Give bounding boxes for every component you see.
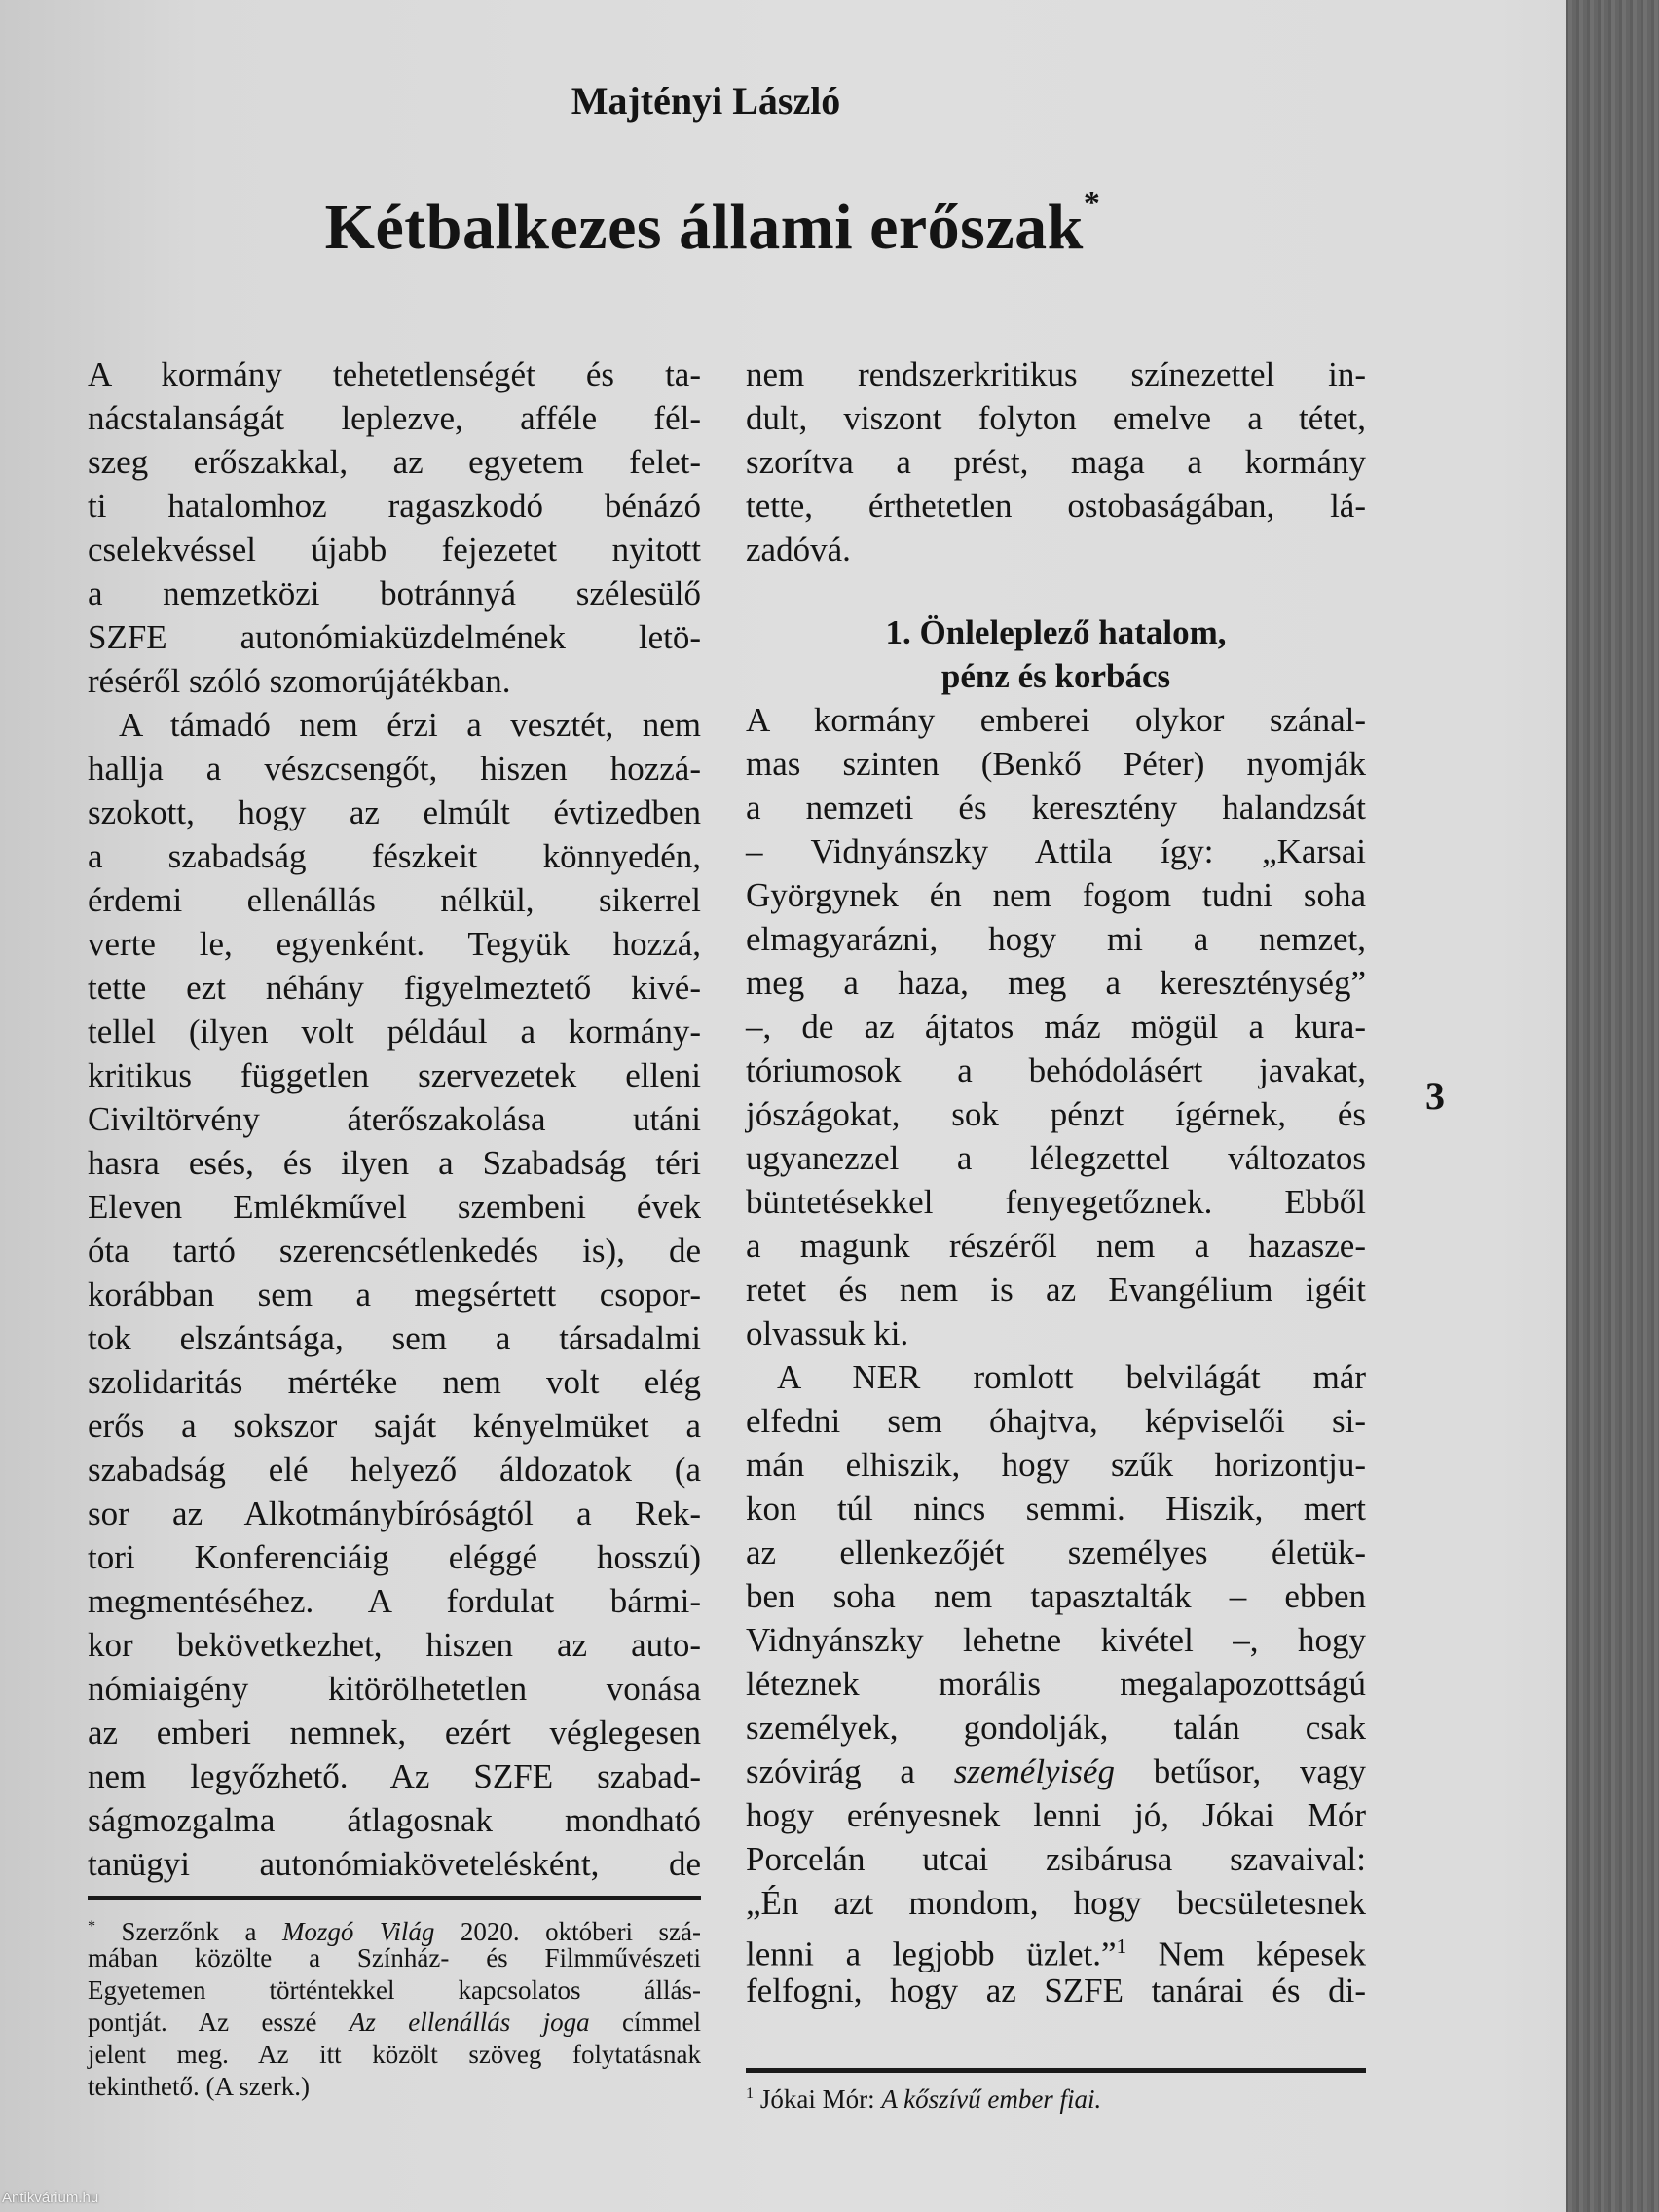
text-segment: szóvirág a <box>746 1752 954 1790</box>
text-line <box>746 1925 1366 1973</box>
text-segment: Györgynek én nem fogom tudni soha <box>746 876 1366 914</box>
text-segment: elfedni sem óhajtva, képviselői si- <box>746 1402 1366 1440</box>
text-line <box>88 484 701 528</box>
text-segment: SZFE autonómiaküzdelmének letö- <box>88 618 701 656</box>
text-segment: büntetésekkel fenyegetőznek. Ebből <box>746 1183 1366 1221</box>
text-segment: A támadó nem érzi a vesztét, nem <box>119 706 701 744</box>
footnote-marker: 1 <box>746 2084 755 2102</box>
text-line <box>746 484 1366 528</box>
text-segment: Civiltörvény áterőszakolása utáni <box>88 1100 701 1138</box>
italic-text: Az ellenállás joga <box>349 2008 590 2037</box>
text-segment: 2020. októberi szá- <box>434 1917 701 1946</box>
text-line <box>88 1754 701 1798</box>
text-segment: erős a sokszor saját kényelmüket a <box>88 1407 701 1445</box>
text-line <box>746 1136 1366 1180</box>
text-segment: a magunk részéről nem a hazasze- <box>746 1227 1366 1265</box>
italic-text: Mozgó Világ <box>281 1917 435 1946</box>
text-segment: az emberi nemnek, ezért véglegesen <box>88 1714 701 1751</box>
text-line <box>746 1881 1366 1925</box>
text-segment: retet és nem is az Evangélium igéit <box>746 1271 1366 1309</box>
text-segment: szeg erőszakkal, az egyetem felet- <box>88 443 701 481</box>
text-segment: szokott, hogy az elmúlt évtizedben <box>88 793 701 831</box>
text-segment: cselekvéssel újabb fejezetet nyitott <box>88 531 701 569</box>
text-line <box>746 1837 1366 1881</box>
text-line <box>88 1842 701 1886</box>
text-segment: szabadság elé helyező áldozatok (a <box>88 1451 701 1489</box>
italic-text: személyiség <box>953 1752 1115 1790</box>
text-segment: tóriumosok a behódolásért javakat, <box>746 1051 1366 1089</box>
text-line <box>88 1229 701 1272</box>
text-segment: nómiaigény kitörölhetetlen vonása <box>88 1670 701 1708</box>
text-segment: tanügyi autonómiakövetelésként, de <box>88 1845 701 1883</box>
text-line <box>88 1141 701 1185</box>
text-segment: Eleven Emlékművel szembeni évek <box>88 1188 701 1226</box>
text-segment: az ellenkezőjét személyes életük- <box>746 1533 1366 1571</box>
text-line <box>88 922 701 966</box>
text-segment: léteznek morális megalapozottságú <box>746 1665 1366 1703</box>
section-heading-line <box>746 654 1366 698</box>
text-line <box>746 873 1366 917</box>
text-segment: személyek, gondolják, talán csak <box>746 1709 1366 1747</box>
text-segment: réséről szóló szomorújátékban. <box>88 662 511 700</box>
text-segment: tette, érthetetlen ostobaságában, lá- <box>746 487 1366 525</box>
right-column <box>746 352 1366 2012</box>
text-line <box>88 1711 701 1754</box>
text-line <box>88 1272 701 1316</box>
text-segment: jelent meg. Az itt közölt szöveg folytatásnak <box>88 2040 701 2069</box>
text-line <box>88 1942 701 1974</box>
text-line <box>746 698 1366 742</box>
footnote-marker: 1 <box>1116 1935 1127 1958</box>
text-line <box>746 1049 1366 1092</box>
text-segment: A kormány emberei olykor szánal- <box>746 701 1366 739</box>
footnote-divider-right <box>746 2068 1366 2073</box>
text-segment: sor az Alkotmánybíróságtól a Rek- <box>88 1494 701 1532</box>
text-segment: Jókai Mór: <box>754 2084 882 2114</box>
text-line <box>746 1224 1366 1268</box>
text-line <box>88 2007 701 2039</box>
text-segment: ugyanezzel a lélegzettel változatos <box>746 1139 1366 1177</box>
text-segment: A kormány tehetetlenségét és ta- <box>88 355 701 393</box>
text-segment: hasra esés, és ilyen a Szabadság téri <box>88 1144 701 1182</box>
text-segment: nácstalanságát leplezve, afféle fél- <box>88 399 701 437</box>
text-segment: óta tartó szerencsétlenkedés is), de <box>88 1232 701 1270</box>
text-line <box>88 2039 701 2071</box>
text-segment: ben soha nem tapasztalták – ebben <box>746 1577 1366 1615</box>
text-segment: felfogni, hogy az SZFE tanárai és di- <box>746 1972 1366 2009</box>
text-segment: Vidnyánszky lehetne kivétel –, hogy <box>746 1621 1366 1659</box>
text-segment: verte le, egyenként. Tegyük hozzá, <box>88 925 701 963</box>
text-segment: Nem képesek <box>1126 1935 1366 1973</box>
text-line <box>746 1969 1366 2012</box>
text-segment: A NER romlott belvilágát már <box>777 1358 1366 1396</box>
text-segment: megmentéséhez. A fordulat bármi- <box>88 1582 701 1620</box>
text-line <box>88 834 701 878</box>
text-segment: – Vidnyánszky Attila így: „Karsai <box>746 832 1366 870</box>
text-line <box>746 352 1366 396</box>
text-line <box>746 1355 1366 1399</box>
text-line <box>746 1092 1366 1136</box>
text-segment: kon túl nincs semmi. Hiszik, mert <box>746 1490 1366 1528</box>
text-line <box>88 703 701 747</box>
text-segment: tette ezt néhány figyelmeztető kivé- <box>88 969 701 1007</box>
text-line <box>746 396 1366 440</box>
text-line <box>746 1399 1366 1443</box>
text-line <box>88 1097 701 1141</box>
text-segment: pontját. Az esszé <box>88 2008 350 2037</box>
text-segment: olvassuk ki. <box>746 1314 909 1352</box>
text-line <box>746 961 1366 1005</box>
text-segment: szorítva a prést, maga a kormány <box>746 443 1366 481</box>
text-segment: kritikus független szervezetek elleni <box>88 1056 701 1094</box>
section-heading-line <box>746 610 1366 654</box>
text-line <box>746 1574 1366 1618</box>
text-line <box>746 1618 1366 1662</box>
text-segment: mas szinten (Benkő Péter) nyomják <box>746 745 1366 783</box>
text-line <box>88 396 701 440</box>
text-line <box>746 1268 1366 1311</box>
text-segment: „Én azt mondom, hogy becsületesnek <box>746 1884 1366 1922</box>
text-line <box>88 615 701 659</box>
text-line <box>746 2078 1366 2114</box>
text-segment: mán elhiszik, hogy szűk horizontju- <box>746 1446 1366 1484</box>
text-segment: tekinthető. (A szerk.) <box>88 2072 310 2101</box>
text-line <box>88 1010 701 1053</box>
title-text: Kétbalkezes állami erőszak <box>324 192 1084 263</box>
text-line <box>88 791 701 834</box>
text-line <box>746 1662 1366 1706</box>
text-line <box>88 1448 701 1492</box>
text-line <box>88 1667 701 1711</box>
text-line <box>746 742 1366 786</box>
text-line <box>88 1492 701 1535</box>
text-line <box>88 1974 701 2007</box>
text-segment: jószágokat, sok pénzt ígérnek, és <box>746 1095 1366 1133</box>
text-line <box>746 1180 1366 1224</box>
text-segment: érdemi ellenállás nélkül, sikerrel <box>88 881 701 919</box>
text-segment: hallja a vészcsengőt, hiszen hozzá- <box>88 750 701 788</box>
text-segment: lenni a legjobb üzlet.” <box>746 1935 1117 1973</box>
text-segment: hogy erényesnek lenni jó, Jókai Mór <box>746 1796 1366 1834</box>
text-line <box>88 747 701 791</box>
left-column <box>88 352 701 1886</box>
text-line <box>746 1530 1366 1574</box>
text-line <box>88 878 701 922</box>
text-line <box>88 1535 701 1579</box>
text-segment: elmagyarázni, hogy mi a nemzet, <box>746 920 1366 958</box>
text-line <box>746 440 1366 484</box>
italic-text: A kőszívű ember fiai. <box>881 2084 1102 2114</box>
text-line <box>746 1793 1366 1837</box>
text-line <box>746 1487 1366 1530</box>
watermark: Antikvárium.hu <box>2 2190 99 2206</box>
text-segment: ságmozgalma átlagosnak mondható <box>88 1801 701 1839</box>
text-segment: Egyetemen történtekkel kapcsolatos állás- <box>88 1975 701 2005</box>
text-line <box>746 1005 1366 1049</box>
footnote-left <box>88 1910 701 2103</box>
text-line <box>88 659 701 703</box>
text-segment: betűsor, vagy <box>1114 1752 1367 1790</box>
page-number: 3 <box>1425 1074 1445 1118</box>
text-segment: –, de az ájtatos máz mögül a kura- <box>746 1008 1366 1046</box>
text-line <box>88 1185 701 1229</box>
text-segment: zadóvá. <box>746 531 851 569</box>
text-line <box>88 1579 701 1623</box>
text-line <box>88 2071 701 2103</box>
text-line <box>88 352 701 396</box>
text-segment: tori Konferenciáig eléggé hosszú) <box>88 1538 701 1576</box>
text-line <box>746 1443 1366 1487</box>
section-spacer <box>746 571 1366 610</box>
text-line <box>88 1798 701 1842</box>
text-line <box>746 528 1366 571</box>
text-line <box>88 440 701 484</box>
text-line <box>88 1404 701 1448</box>
text-line <box>88 1316 701 1360</box>
text-line <box>746 1750 1366 1793</box>
footnote-divider-left <box>88 1896 701 1900</box>
text-segment: szolidaritás mértéke nem volt elég <box>88 1363 701 1401</box>
text-segment: ti hatalomhoz ragaszkodó bénázó <box>88 487 701 525</box>
text-line <box>88 1910 701 1946</box>
text-line <box>746 830 1366 873</box>
text-line <box>88 1053 701 1097</box>
text-segment: kor bekövetkezhet, hiszen az auto- <box>88 1626 701 1664</box>
text-segment: nem rendszerkritikus színezettel in- <box>746 355 1366 393</box>
text-segment: 1. Önleleplező hatalom, <box>885 613 1227 651</box>
text-line <box>88 528 701 571</box>
text-segment: Szerzőnk a <box>95 1917 282 1946</box>
text-line <box>88 1623 701 1667</box>
text-line <box>746 1706 1366 1750</box>
text-segment: pénz és korbács <box>940 657 1171 695</box>
text-segment: a nemzeti és keresztény halandzsát <box>746 789 1366 827</box>
author-name: Majtényi László <box>571 79 841 123</box>
text-segment: tok elszántsága, sem a társadalmi <box>88 1319 701 1357</box>
text-segment: Porcelán utcai zsibárusa szavaival: <box>746 1840 1366 1878</box>
text-segment: címmel <box>589 2008 702 2037</box>
footnote-right <box>746 2078 1366 2114</box>
text-segment: a nemzetközi botránnyá szélesülő <box>88 574 701 612</box>
text-segment: dult, viszont folyton emelve a tétet, <box>746 399 1366 437</box>
title-footnote-mark: * <box>1083 185 1101 221</box>
text-segment: nem legyőzhető. Az SZFE szabad- <box>88 1757 701 1795</box>
text-segment: a szabadság fészkeit könnyedén, <box>88 837 701 875</box>
text-line <box>88 571 701 615</box>
text-line <box>88 966 701 1010</box>
text-line <box>746 786 1366 830</box>
text-segment: mában közölte a Színház- és Filmművészeti <box>88 1943 701 1972</box>
book-edge-background <box>1566 0 1659 2212</box>
text-line <box>746 917 1366 961</box>
text-line <box>746 1311 1366 1355</box>
footnote-marker: * <box>88 1917 96 1935</box>
text-segment: meg a haza, meg a kereszténység” <box>746 964 1366 1002</box>
text-segment: korábban sem a megsértett csopor- <box>88 1275 701 1313</box>
article-title <box>0 185 1425 265</box>
text-line <box>88 1360 701 1404</box>
text-segment: tellel (ilyen volt például a kormány- <box>88 1013 701 1051</box>
